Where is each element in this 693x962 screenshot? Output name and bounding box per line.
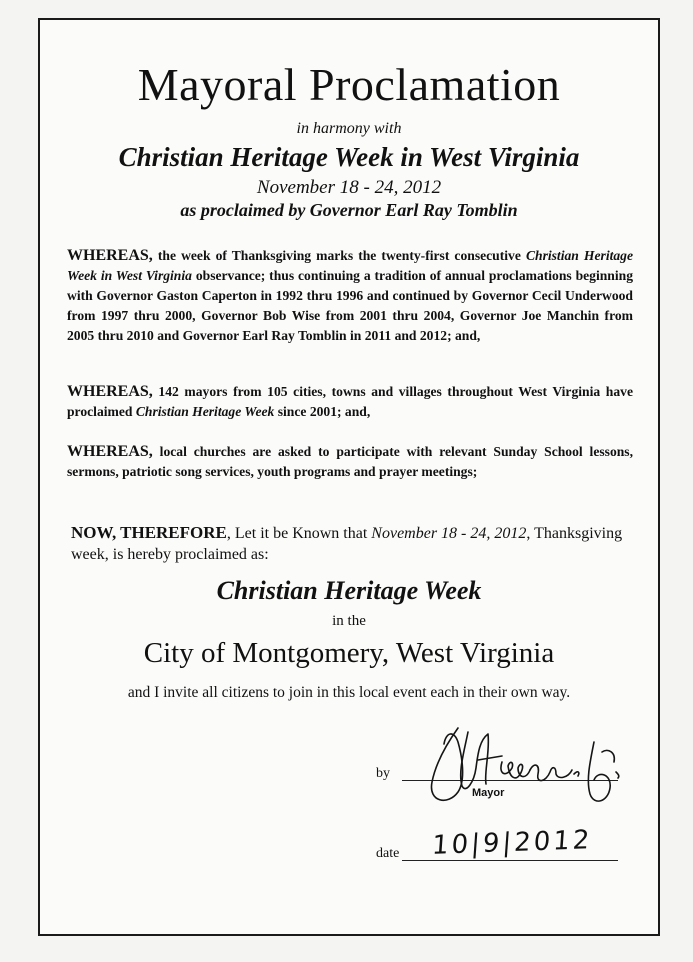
handwritten-signature — [418, 722, 648, 812]
by-label: by — [376, 766, 390, 781]
whereas-text: local churches are asked to participate with relevant Sunday School lessons, sermons, patriotic song services, youth programs and prayer meetings; — [67, 444, 633, 479]
whereas-text: since 2001; and, — [274, 404, 371, 419]
whereas-paragraph-1 — [67, 246, 633, 346]
mayor-title: Mayor — [472, 787, 505, 799]
event-name: Christian Heritage Week in West Virginia — [118, 142, 580, 172]
date-label: date — [376, 846, 400, 861]
now-therefore-italic: November 18 - 24, 2012 — [371, 525, 527, 542]
whereas-paragraph-3 — [67, 442, 633, 482]
whereas-text: 142 mayors from 105 cities, towns and villages throughout West Virginia have proclaimed — [67, 384, 633, 419]
whereas-lead: WHEREAS, — [67, 247, 153, 264]
whereas-paragraph-2 — [67, 382, 633, 422]
city-name: City of Montgomery, West Virginia — [143, 637, 555, 669]
whereas-italic: Christian Heritage Week — [135, 404, 275, 419]
whereas-text: observance; thus continuing a tradition of annual proclamations beginning with Governor Gaston Caperton in 1992 thru 1996 and continued by Governor Cecil Underwood from 1997 thru 2000, Governor Bob Wise from 2001 thru 2004, Governor Joe Manchin from 2005 thru 2010 and Governor Earl Ray Tomblin in 2011 and 2012; and, — [67, 268, 633, 343]
whereas-text: the week of Thanksgiving marks the twenty-first consecutive — [152, 248, 526, 263]
event-dates: November 18 - 24, 2012 — [256, 177, 442, 198]
now-therefore-text: , Thanksgiving week, is hereby proclaimed as: — [71, 525, 623, 563]
in-the-line: in the — [332, 613, 366, 629]
now-therefore-lead: NOW, THEREFORE — [71, 523, 227, 542]
whereas-lead: WHEREAS, — [67, 383, 153, 400]
invite-line: and I invite all citizens to join in this local event each in their own way. — [127, 684, 571, 701]
now-therefore-text: , Let it be Known that — [226, 525, 372, 542]
handwritten-date: 10|9|2012 — [430, 825, 594, 861]
document-title: Mayoral Proclamation — [137, 59, 561, 110]
now-therefore-paragraph — [71, 522, 651, 565]
harmony-line: in harmony with — [296, 120, 402, 137]
proclaimed-name: Christian Heritage Week — [216, 576, 482, 605]
proclaimed-by: as proclaimed by Governor Earl Ray Tomblin — [180, 200, 518, 220]
whereas-lead: WHEREAS, — [67, 443, 153, 460]
whereas-italic: Christian Heritage Week in West Virginia — [67, 248, 633, 283]
proclamation-frame — [38, 18, 660, 936]
